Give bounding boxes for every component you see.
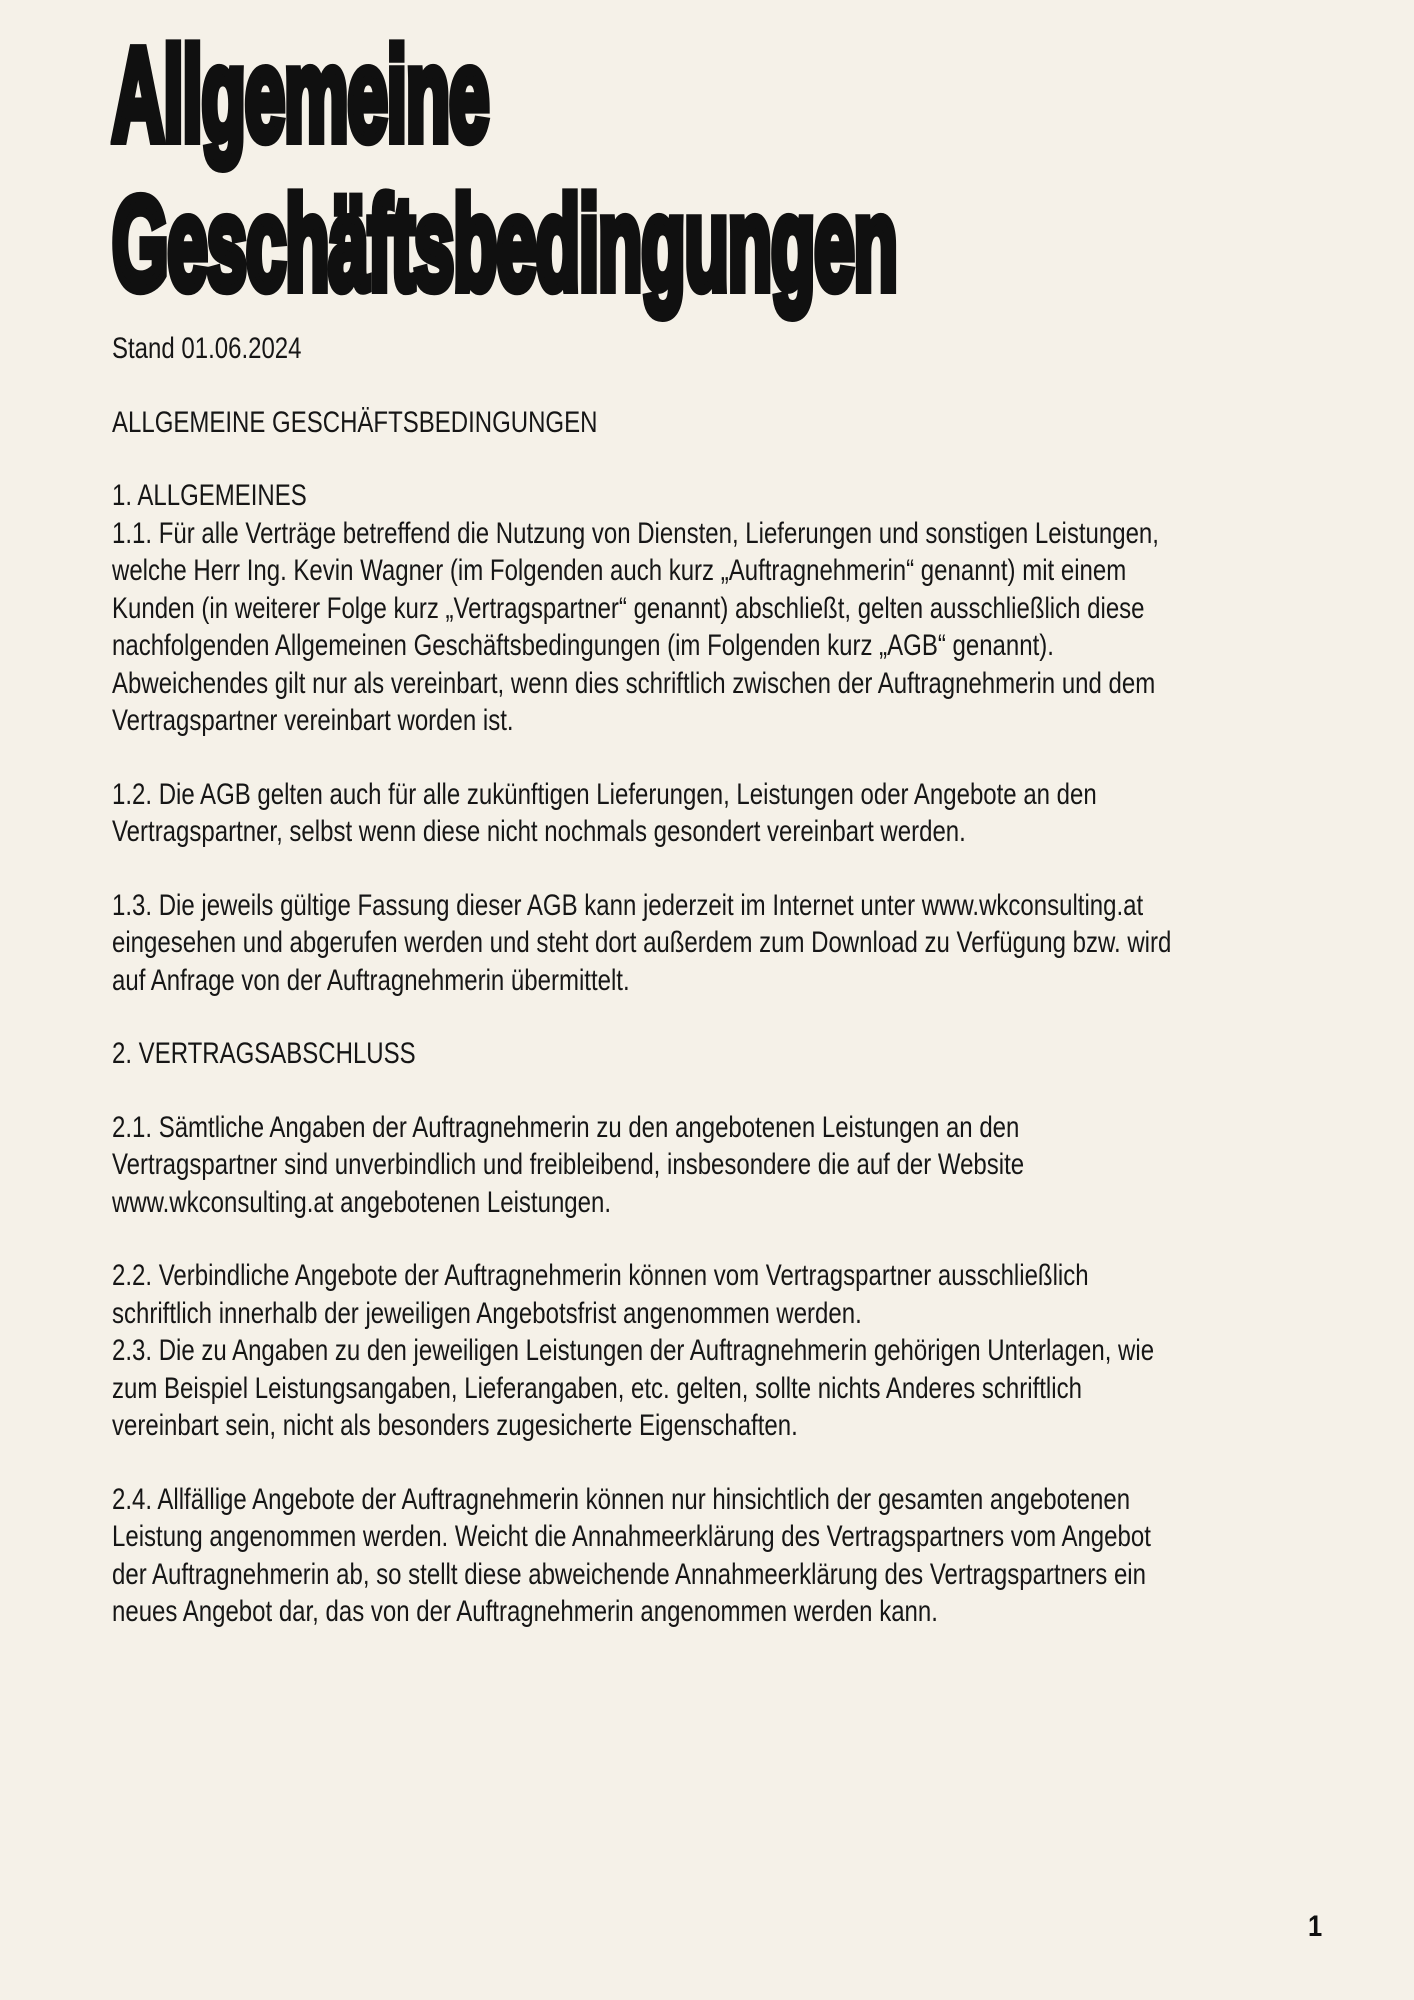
paragraph: 2.3. Die zu Angaben zu den jeweiligen Leistungen der Auftragnehmerin gehörigen Unterlagen, wie zum Beispiel Leistungsangaben, Lieferangaben, etc. gelten, sollte nichts Anderes schriftlich vereinbart sein, nicht als besonders zugesicherte Eigenschaften. [112, 1334, 1155, 1443]
paragraph: ALLGEMEINE GESCHÄFTSBEDINGUNGEN [112, 405, 598, 439]
text-block [112, 1257, 1172, 1445]
paragraph: 1.3. Die jeweils gültige Fassung dieser AGB kann jederzeit im Internet unter www.wkconsulting.at eingesehen und abgerufen werden und steht dort außerdem zum Download zu Verfügung bzw. wird auf Anfrage von der Auftragnehmerin übermittelt. [112, 888, 1172, 997]
text-block [112, 1481, 1172, 1631]
paragraph: 1.2. Die AGB gelten auch für alle zukünftigen Lieferungen, Leistungen oder Angebote an den Vertragspartner, selbst wenn diese nicht nochmals gesondert vereinbart werden. [112, 777, 1097, 849]
text-block [112, 887, 1172, 1000]
paragraph: 2.2. Verbindliche Angebote der Auftragnehmerin können vom Vertragspartner ausschließlich schriftlich innerhalb der jeweiligen Angebotsfrist angenommen werden. [112, 1259, 1089, 1330]
text-block [112, 776, 1172, 851]
paragraph: 1. ALLGEMEINES [112, 479, 307, 513]
paragraph: 2.4. Allfällige Angebote der Auftragnehmerin können nur hinsichtlich der gesamten angebotenen Leistung angenommen werden. Weicht die Annahmeerklärung des Vertragspartners vom Angebot der Auftragnehmerin ab, so stellt diese abweichende Annahmeerklärung des Vertragspartners ein neues Angebot dar, das von der Auftragnehmerin angenommen werden kann. [112, 1482, 1151, 1629]
text-block [112, 404, 1172, 442]
paragraph: 2. VERTRAGSABSCHLUSS [112, 1037, 416, 1071]
document-body [112, 330, 1172, 1631]
paragraph: 2.1. Sämtliche Angaben der Auftragnehmerin zu den angebotenen Leistungen an den Vertragspartner sind unverbindlich und freibleibend, insbesondere die auf der Website www.wkconsulting.at angebotenen Leistungen. [112, 1110, 1025, 1219]
text-block [112, 477, 1172, 740]
document-date: Stand 01.06.2024 [112, 332, 302, 366]
paragraph: 1.1. Für alle Verträge betreffend die Nutzung von Diensten, Lieferungen und sonstigen Leistungen, welche Herr Ing. Kevin Wagner (im Folgenden auch kurz „Auftragnehmerin“ genannt) mit einem Kunden (in weiterer Folge kurz „Vertragspartner“ genannt) abschließt, gelten ausschließlich diese nachfolgenden Allgemeinen Geschäftsbedingungen (im Folgenden kurz „AGB“ genannt). Abweichendes gilt nur als vereinbart, wenn dies schriftlich zwischen der Auftragnehmerin und dem Vertragspartner vereinbart worden ist. [112, 516, 1159, 738]
text-block [112, 1035, 1172, 1073]
text-block [112, 1109, 1172, 1222]
page-title: Allgemeine Geschäftsbedingungen [112, 21, 897, 318]
page-number: 1 [1308, 1910, 1323, 1943]
